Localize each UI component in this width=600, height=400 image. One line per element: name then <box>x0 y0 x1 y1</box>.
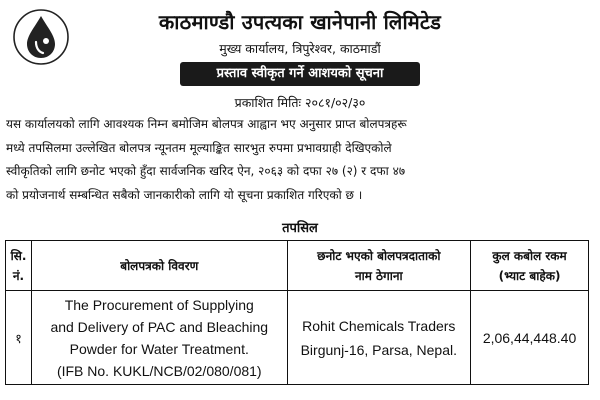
header-bidder-line: छनोट भएको बोलपत्रदाताको <box>317 248 441 263</box>
header-bidder <box>287 241 471 291</box>
table-row <box>6 291 589 385</box>
description-line: Powder for Water Treatment. <box>69 340 249 357</box>
tender-table <box>5 240 589 385</box>
published-date: प्रकाशित मितिः २०८१/०२/३० <box>234 95 366 110</box>
bidder-line: Birgunj-16, Parsa, Nepal. <box>300 341 458 358</box>
header-description <box>31 241 287 291</box>
table-header-row <box>6 241 589 291</box>
description-line: and Delivery of PAC and Bleaching <box>50 318 269 335</box>
description-line: The Procurement of Supplying <box>64 296 254 313</box>
header-sn-line: सि. <box>10 248 27 263</box>
header-amount <box>471 241 589 291</box>
body-line: को प्रयोजनार्थ सम्बन्धित सबैको जानकारीको लागि यो सूचना प्रकाशित गरिएको छ । <box>6 187 363 202</box>
office-address: मुख्य कार्यालय, त्रिपुरेश्वर, काठमाडौं <box>219 41 381 56</box>
header-description-label: बोलपत्रको विवरण <box>120 258 199 273</box>
header-amount-line: (भ्याट बाहेक) <box>498 268 561 283</box>
notice-body <box>6 113 596 207</box>
organization-name: काठमाण्डौ उपत्यका खानेपानी लिमिटेड <box>158 10 442 34</box>
header-sn <box>6 241 32 291</box>
body-line: स्वीकृतिको लागि छनोट भएको हुँदा सार्वजनिक खरिद ऐन, २०६३ को दफा २७ (२) र दफा ४७ <box>6 164 406 178</box>
header-bidder-line: नाम ठेगाना <box>354 268 403 283</box>
header-sn-line: नं. <box>12 268 25 283</box>
body-line: मध्ये तपसिलमा उल्लेखित बोलपत्र न्यूनतम मूल्याङ्कित सारभुत रुपमा प्रभावग्राही देखिएकोले <box>6 140 392 155</box>
body-line: यस कार्यालयको लागि आवश्यक निम्न बमोजिम बोलपत्र आह्वान भए अनुसार प्राप्त बोलपत्रहरू <box>6 117 407 131</box>
row-bidder <box>287 291 471 385</box>
row-sn: १ <box>6 291 32 385</box>
bidder-line: Rohit Chemicals Traders <box>302 317 456 334</box>
row-description <box>31 291 287 385</box>
header-amount-line: कुल कबोल रकम <box>492 248 567 263</box>
details-heading: तपसिल <box>282 221 318 236</box>
description-line: (IFB No. KUKL/NCB/02/080/081) <box>56 362 262 379</box>
row-amount: 2,06,44,448.40 <box>471 291 589 385</box>
notice-title: प्रस्ताव स्वीकृत गर्ने आशयको सूचना <box>180 62 420 86</box>
